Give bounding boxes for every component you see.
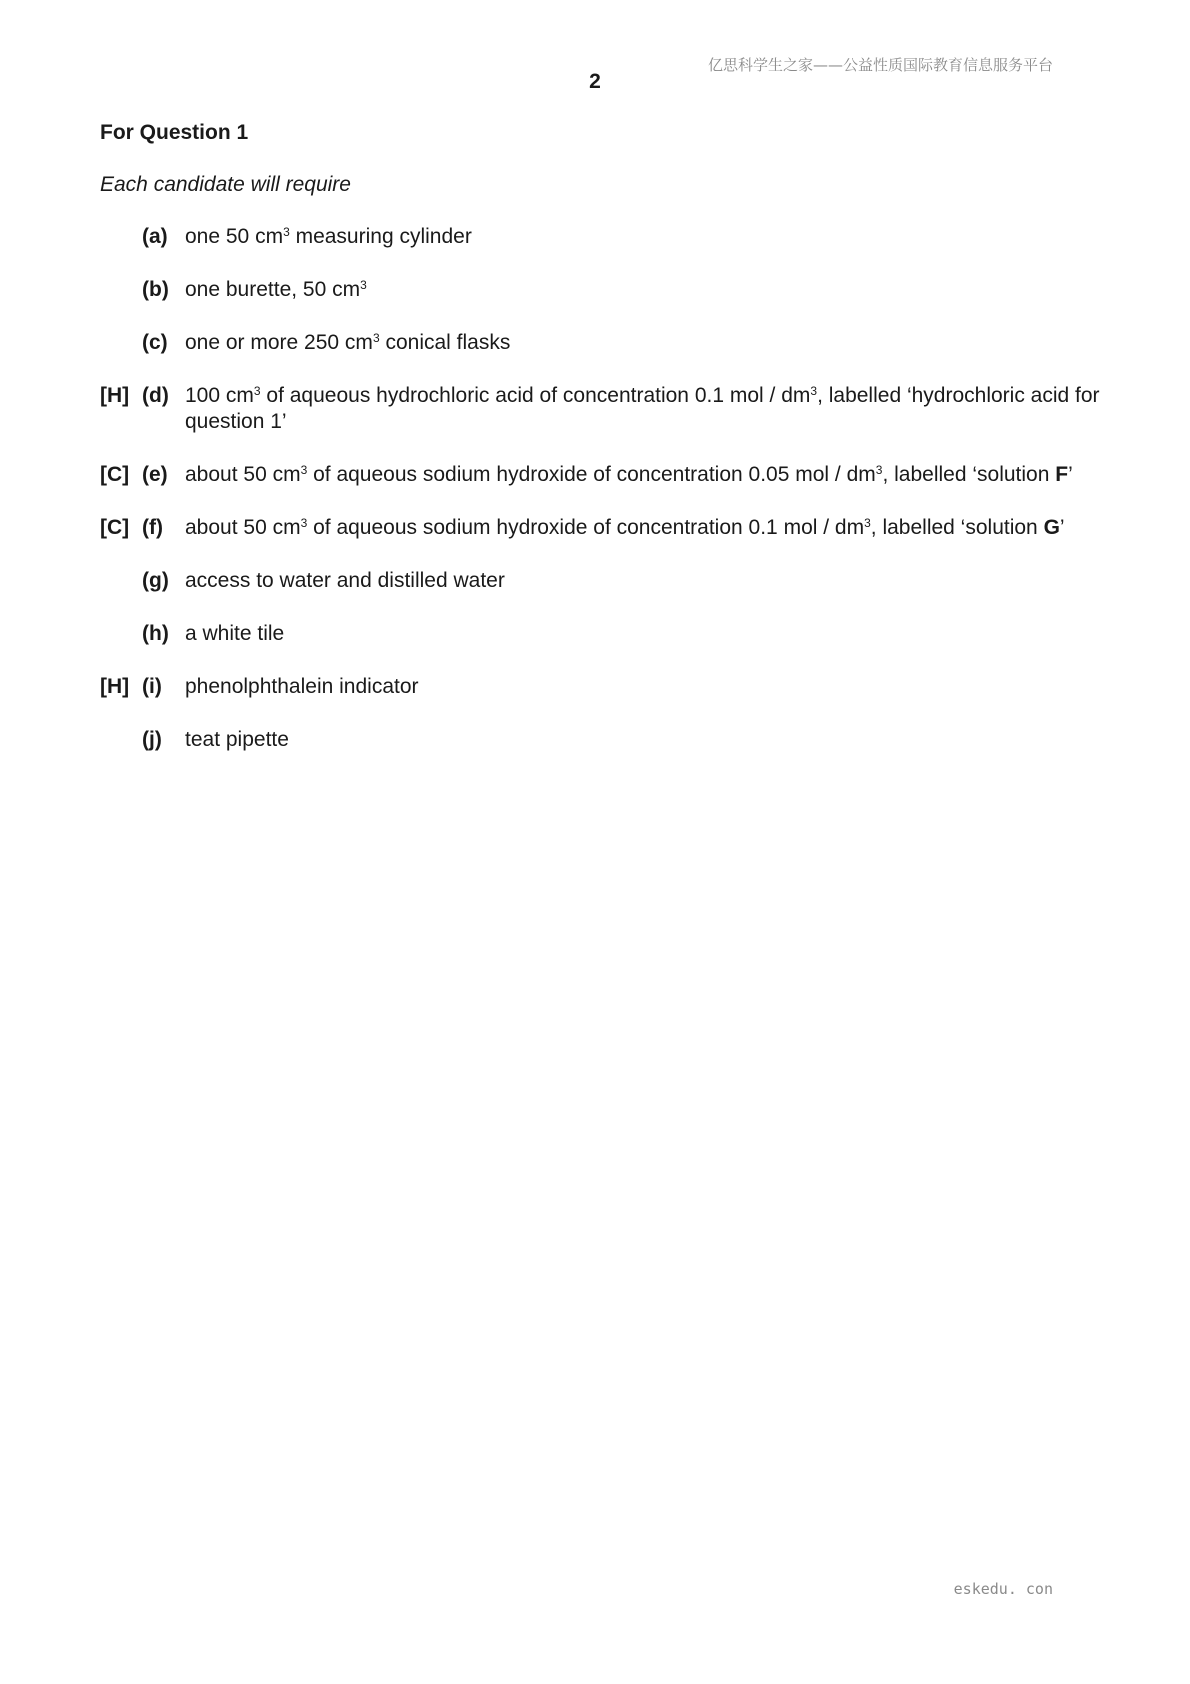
list-item	[100, 568, 1110, 594]
item-label: (a)	[142, 225, 168, 248]
list-item	[100, 330, 1110, 356]
item-label: (f)	[142, 516, 163, 539]
list-item	[100, 462, 1110, 488]
intro-text: Each candidate will require	[100, 173, 351, 196]
question-heading: For Question 1	[100, 121, 249, 144]
item-label: (i)	[142, 675, 162, 698]
requirements-list	[100, 224, 1110, 780]
item-label: (j)	[142, 728, 162, 751]
item-text: teat pipette	[185, 728, 289, 751]
item-label: (d)	[142, 384, 169, 407]
list-item	[100, 621, 1110, 647]
item-label: (h)	[142, 622, 169, 645]
list-item	[100, 515, 1110, 541]
item-label: (c)	[142, 331, 168, 354]
item-text: about 50 $cm^3$ of aqueous sodium hydroxide of concentration 0.1 mol / $dm^3$, labelled ‘solution G’	[185, 516, 1065, 539]
tier-tag: [C]	[100, 516, 130, 539]
item-text: access to water and distilled water	[185, 569, 505, 592]
list-item	[100, 224, 1110, 250]
tier-tag: [H]	[100, 675, 130, 698]
item-text: a white tile	[185, 622, 285, 645]
item-text: phenolphthalein indicator	[185, 675, 419, 698]
item-text: about 50 $cm^3$ of aqueous sodium hydroxide of concentration 0.05 mol / $dm^3$, labelled ‘solution F’	[185, 463, 1073, 486]
list-item	[100, 727, 1110, 753]
item-text: one burette, 50 $cm^3$	[185, 278, 367, 301]
tier-tag: [C]	[100, 463, 130, 486]
item-text: one or more 250 $cm^3$ conical flasks	[185, 331, 511, 354]
list-item	[100, 383, 1110, 435]
list-item	[100, 277, 1110, 303]
item-label: (b)	[142, 278, 169, 301]
item-label: (g)	[142, 569, 169, 592]
header-watermark: 亿思科学生之家——公益性质国际教育信息服务平台	[707, 56, 1053, 74]
item-text: one 50 $cm^3$ measuring cylinder	[185, 225, 472, 248]
page-number: 2	[589, 70, 601, 93]
item-text: 100 $cm^3$ of aqueous hydrochloric acid of concentration 0.1 mol / $dm^3$, labelled ‘hydrochloric acid for question 1’	[185, 384, 1100, 433]
list-item	[100, 674, 1110, 700]
item-label: (e)	[142, 463, 168, 486]
footer-watermark: eskedu. con	[953, 1580, 1053, 1598]
tier-tag: [H]	[100, 384, 130, 407]
